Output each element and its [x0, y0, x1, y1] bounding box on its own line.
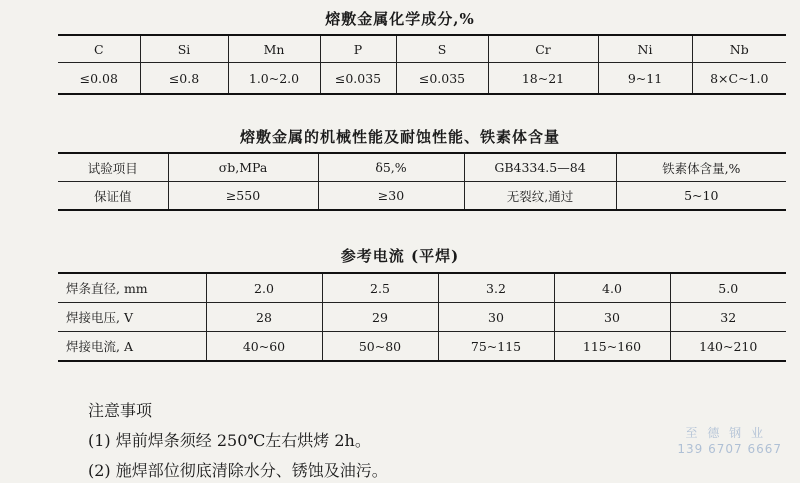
value-cell: 1.0~2.0	[228, 63, 320, 95]
value-cell: 4.0	[554, 273, 670, 303]
value-cell: 5.0	[670, 273, 786, 303]
table-row	[58, 273, 786, 303]
header-cell: σb,MPa	[168, 153, 318, 182]
value-cell: 5~10	[616, 182, 786, 211]
notes-heading: 注意事项	[88, 401, 153, 420]
value-cell: 保证值	[58, 182, 168, 211]
value-cell: ≥30	[318, 182, 464, 211]
value-cell: 3.2	[438, 273, 554, 303]
value-cell: 2.0	[206, 273, 322, 303]
value-cell: 9~11	[598, 63, 692, 95]
header-cell: GB4334.5—84	[464, 153, 616, 182]
value-cell: 32	[670, 303, 786, 332]
row-label: 焊接电压, V	[58, 303, 206, 332]
header-cell: S	[396, 35, 488, 63]
header-cell: δ5,%	[318, 153, 464, 182]
watermark-text: 至 德 钢 业	[685, 426, 766, 440]
table-row	[58, 182, 786, 211]
value-cell: ≤0.035	[396, 63, 488, 95]
header-cell: C	[58, 35, 140, 63]
value-cell: 8×C~1.0	[692, 63, 786, 95]
value-cell: 30	[438, 303, 554, 332]
reference-current-table	[58, 272, 786, 362]
value-cell: 28	[206, 303, 322, 332]
chemical-composition-table	[58, 34, 786, 95]
value-cell: 50~80	[322, 332, 438, 362]
row-label: 焊接电流, A	[58, 332, 206, 362]
header-cell: Nb	[692, 35, 786, 63]
note-item: (2) 施焊部位彻底清除水分、锈蚀及油污。	[88, 461, 388, 480]
value-cell: 40~60	[206, 332, 322, 362]
row-label: 焊条直径, mm	[58, 273, 206, 303]
header-cell: Mn	[228, 35, 320, 63]
table2-title: 熔敷金属的机械性能及耐蚀性能、铁素体含量	[239, 128, 560, 146]
value-cell: 2.5	[322, 273, 438, 303]
value-cell: ≤0.08	[58, 63, 140, 95]
value-cell: 75~115	[438, 332, 554, 362]
header-cell: Ni	[598, 35, 692, 63]
watermark-phone: 139 6707 6667	[677, 442, 782, 456]
table-header-row	[58, 35, 786, 63]
table-row	[58, 63, 786, 95]
header-cell: 试验项目	[58, 153, 168, 182]
value-cell: 29	[322, 303, 438, 332]
header-cell: Si	[140, 35, 228, 63]
header-cell: P	[320, 35, 396, 63]
value-cell: 115~160	[554, 332, 670, 362]
header-cell: 铁素体含量,%	[616, 153, 786, 182]
table3-title: 参考电流 (平焊)	[340, 247, 460, 265]
value-cell: 18~21	[488, 63, 598, 95]
header-cell: Cr	[488, 35, 598, 63]
value-cell: ≤0.035	[320, 63, 396, 95]
note-item: (1) 焊前焊条须经 250℃左右烘烤 2h。	[88, 431, 371, 450]
table-header-row	[58, 153, 786, 182]
value-cell: ≤0.8	[140, 63, 228, 95]
table-row	[58, 332, 786, 362]
value-cell: 无裂纹,通过	[464, 182, 616, 211]
value-cell: 30	[554, 303, 670, 332]
value-cell: ≥550	[168, 182, 318, 211]
value-cell: 140~210	[670, 332, 786, 362]
mechanical-properties-table	[58, 152, 786, 211]
table-row	[58, 303, 786, 332]
table1-title: 熔敷金属化学成分,%	[325, 10, 475, 28]
